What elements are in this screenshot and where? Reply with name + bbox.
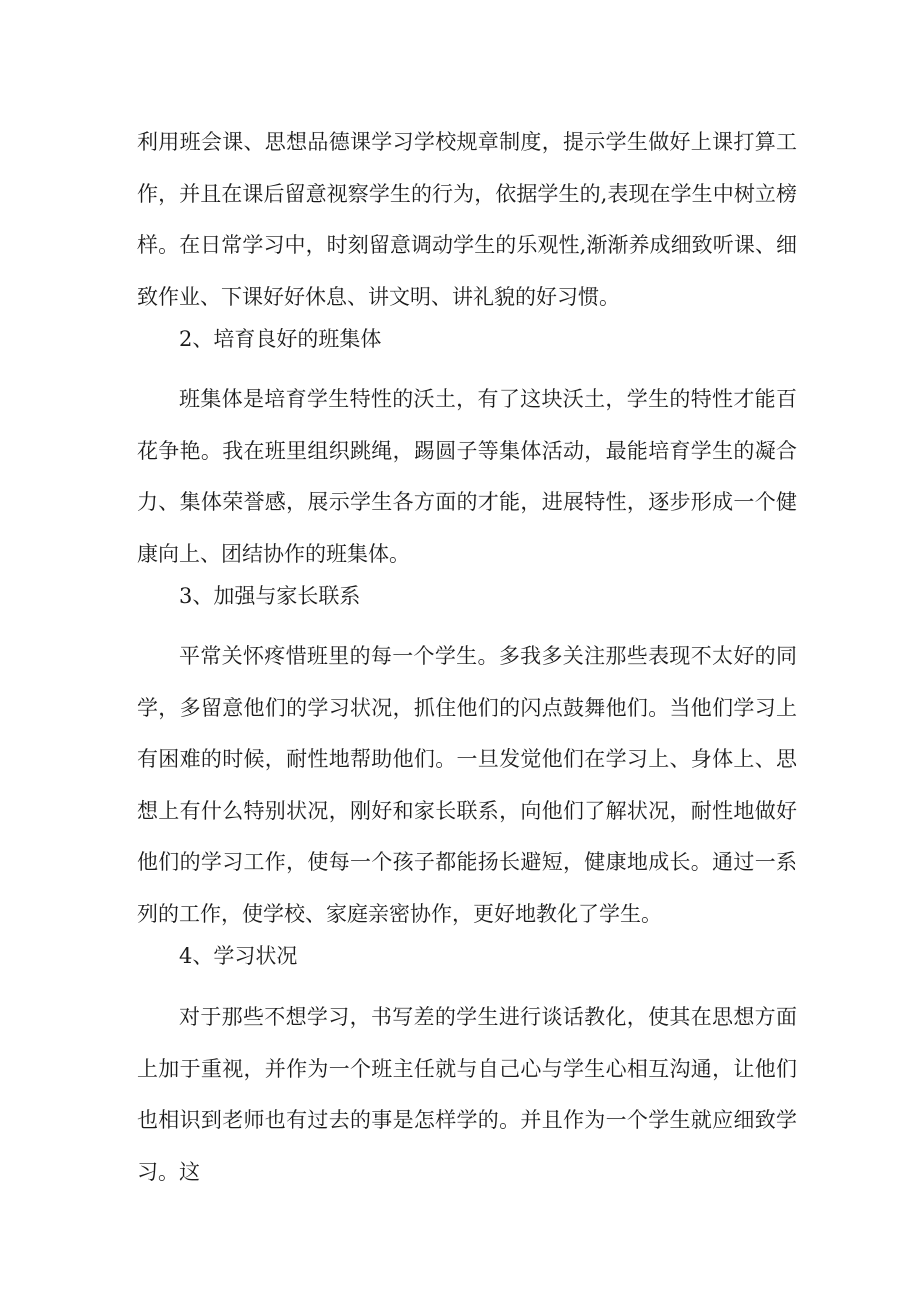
heading-study-status: 4、学习状况 [179,944,298,968]
heading-class-collective: 2、培育良好的班集体 [179,327,382,351]
paragraph-study-status: 对于那些不想学习，书写差的学生进行谈话教化，使其在思想方面上加于重视，并作为一个班主任就与自己心与学生心相互沟通，让他们也相识到老师也有过去的事是怎样学的。并且作为一个学生就应细致学习。这 [137,1005,797,1184]
heading-parent-contact: 3、加强与家长联系 [179,584,361,608]
paragraph-class-collective: 班集体是培育学生特性的沃土，有了这块沃土，学生的特性才能百花争艳。我在班里组织跳绳，踢圆子等集体活动，最能培育学生的凝合力、集体荣誉感，展示学生各方面的才能，进展特性，逐步形成一个健康向上、团结协作的班集体。 [137,387,797,566]
paragraph-parent-contact: 平常关怀疼惜班里的每一个学生。多我多关注那些表现不太好的同学，多留意他们的学习状况，抓住他们的闪点鼓舞他们。当他们学习上有困难的时候，耐性地帮助他们。一旦发觉他们在学习上、身体上、思想上有什么特别状况，刚好和家长联系，向他们了解状况，耐性地做好他们的学习工作，使每一个孩子都能扬长避短，健康地成长。通过一系列的工作，使学校、家庭亲密协作，更好地教化了学生。 [137,644,797,926]
paragraph-class-rules: 利用班会课、思想品德课学习学校规章制度，提示学生做好上课打算工作，并且在课后留意视察学生的行为，依据学生的,表现在学生中树立榜样。在日常学习中，时刻留意调动学生的乐观性,渐渐养成细致听课、细致作业、下课好好休息、讲文明、讲礼貌的好习惯。 [137,130,797,309]
